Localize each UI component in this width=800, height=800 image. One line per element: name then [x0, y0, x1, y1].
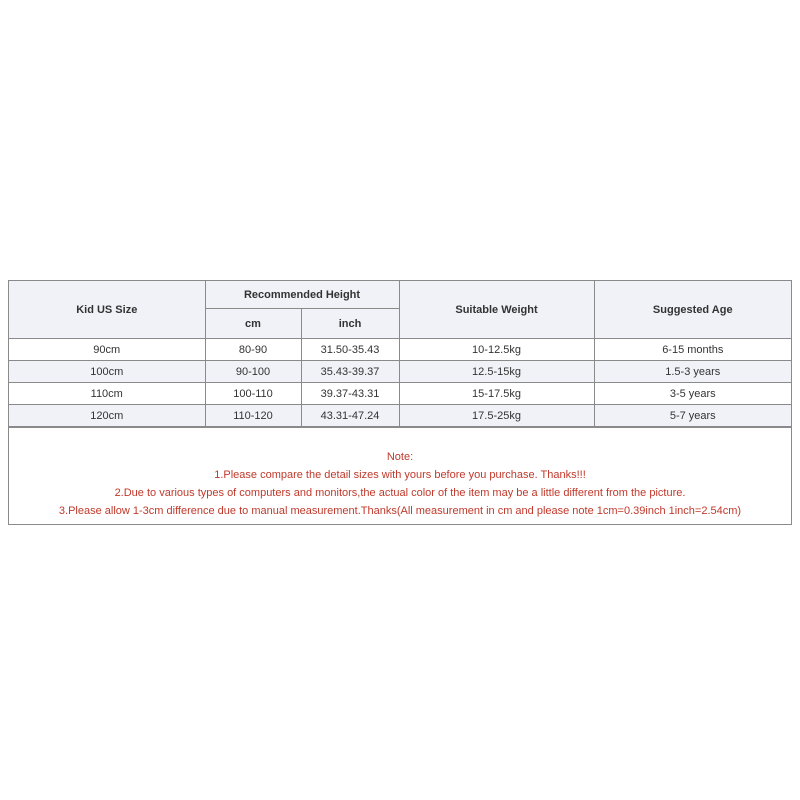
cell-height-inch: 35.43-39.37: [301, 361, 399, 383]
table-row: [9, 339, 791, 361]
cell-size: 120cm: [9, 405, 205, 427]
cell-weight: 12.5-15kg: [399, 361, 594, 383]
table-row: [9, 405, 791, 427]
cell-size: 100cm: [9, 361, 205, 383]
cell-age: 5-7 years: [594, 405, 791, 427]
cell-height-cm: 90-100: [205, 361, 301, 383]
table-row: [9, 383, 791, 405]
header-suitable-weight: Suitable Weight: [399, 281, 594, 339]
cell-age: 1.5-3 years: [594, 361, 791, 383]
cell-height-cm: 80-90: [205, 339, 301, 361]
cell-size: 110cm: [9, 383, 205, 405]
notes-section: [9, 427, 791, 524]
size-table: [9, 281, 791, 427]
cell-age: 6-15 months: [594, 339, 791, 361]
table-row: [9, 361, 791, 383]
cell-height-cm: 100-110: [205, 383, 301, 405]
cell-weight: 10-12.5kg: [399, 339, 594, 361]
header-inch: inch: [301, 309, 399, 339]
size-chart: [8, 280, 792, 525]
note-line: 2.Due to various types of computers and monitors,the actual color of the item may be a little different from the picture.: [114, 487, 686, 499]
header-cm: cm: [205, 309, 301, 339]
cell-height-inch: 43.31-47.24: [301, 405, 399, 427]
cell-weight: 17.5-25kg: [399, 405, 594, 427]
notes-title: Note:: [386, 451, 414, 463]
note-line: 1.Please compare the detail sizes with yours before you purchase. Thanks!!!: [214, 469, 586, 481]
cell-height-inch: 39.37-43.31: [301, 383, 399, 405]
note-line: 3.Please allow 1-3cm difference due to manual measurement.Thanks(All measurement in cm and please note 1cm=0.39inch 1inch=2.54cm): [58, 505, 742, 517]
cell-age: 3-5 years: [594, 383, 791, 405]
header-suggested-age: Suggested Age: [594, 281, 791, 339]
cell-height-cm: 110-120: [205, 405, 301, 427]
cell-weight: 15-17.5kg: [399, 383, 594, 405]
cell-height-inch: 31.50-35.43: [301, 339, 399, 361]
cell-size: 90cm: [9, 339, 205, 361]
header-recommended-height: Recommended Height: [205, 281, 399, 309]
table-header-row: [9, 281, 791, 309]
header-kid-us-size: Kid US Size: [9, 281, 205, 339]
